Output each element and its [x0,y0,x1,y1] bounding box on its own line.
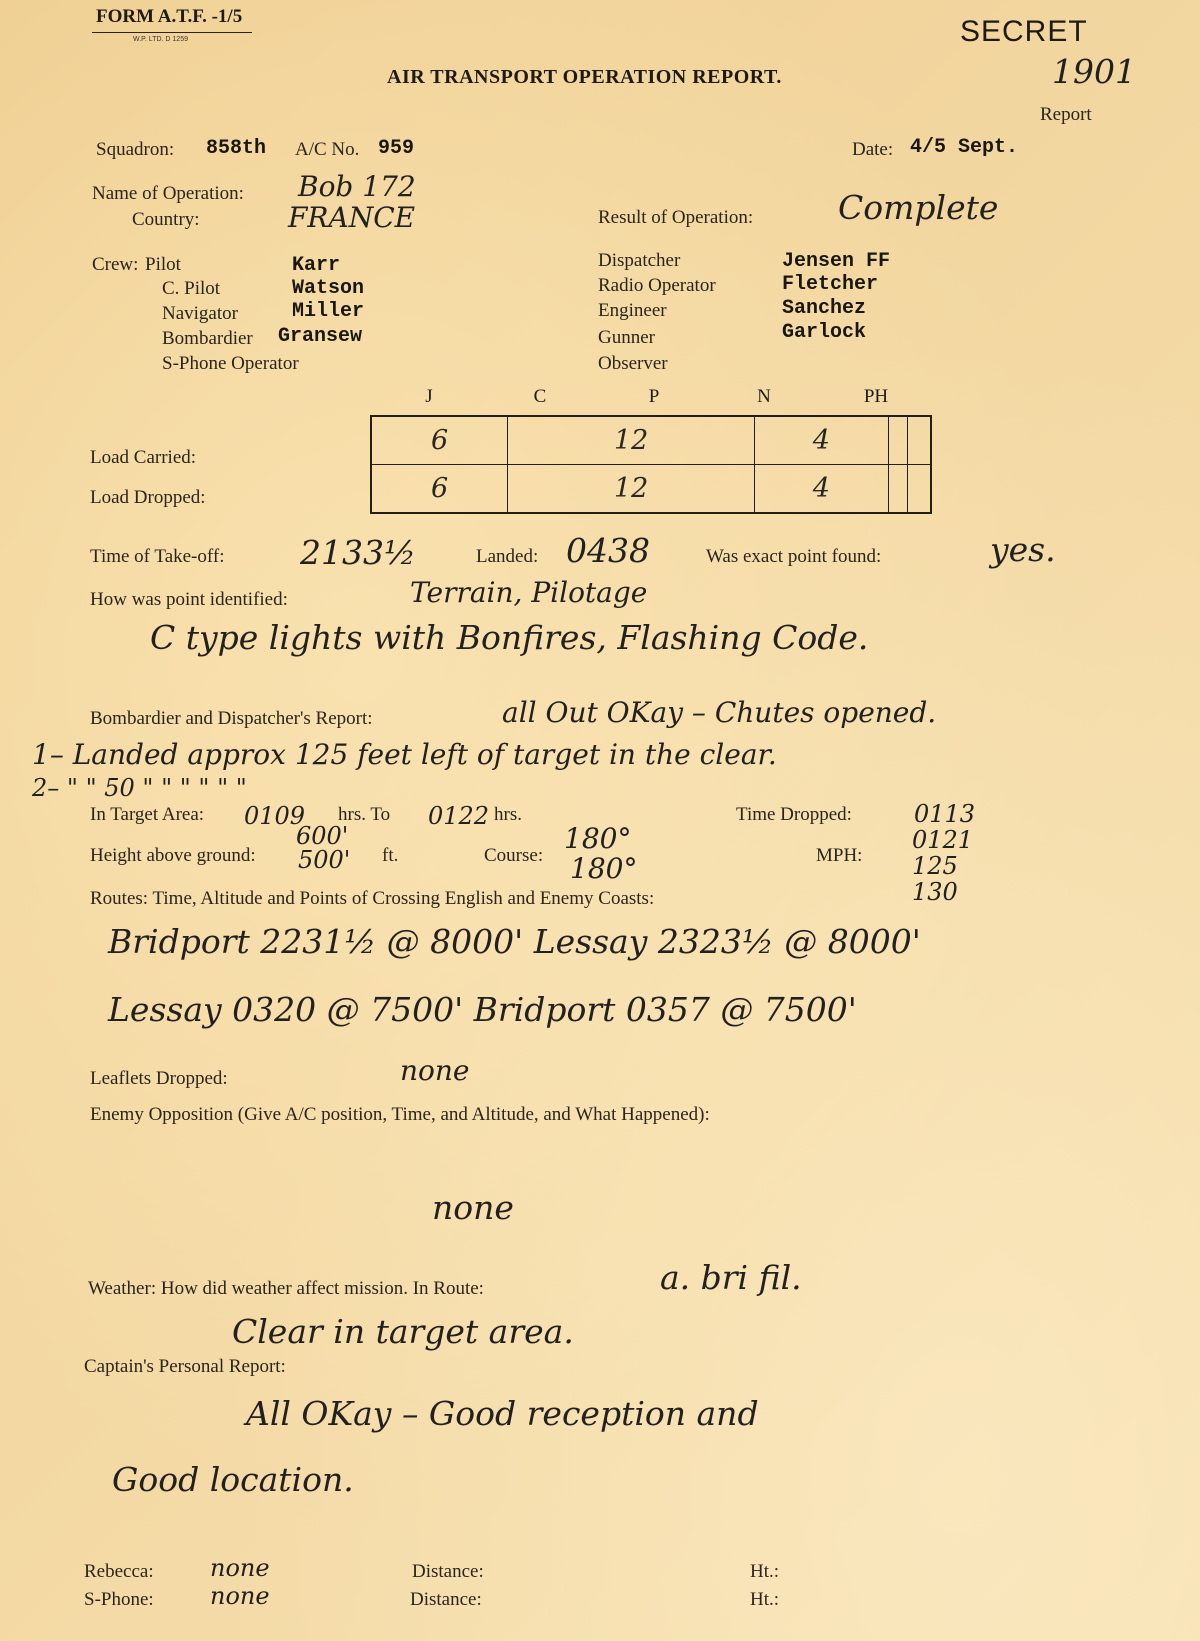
load-column-header: PH [863,386,889,407]
leaflets-label: Leaflets Dropped: [90,1068,228,1089]
load-cell: 4 [755,465,888,514]
crew-role: Navigator [162,303,238,324]
mph-value: 125 [912,852,958,880]
identified-label: How was point identified: [90,589,288,610]
captain-report-label: Captain's Personal Report: [84,1356,286,1377]
load-cell [908,416,931,465]
crew-name: Gransew [278,325,363,348]
crew-name: Watson [292,277,365,300]
load-cell: 12 [508,465,755,514]
identified-value: Terrain, Pilotage [410,576,648,609]
rebecca-value: none [210,1554,270,1582]
form-title-rule [92,32,252,33]
crew-role: Radio Operator [598,275,716,296]
dispatch-report-label: Bombardier and Dispatcher's Report: [90,708,373,729]
routes-label: Routes: Time, Altitude and Points of Crossing English and Enemy Coasts: [90,888,655,909]
crew-name: Fletcher [782,273,879,296]
load-carried-row [371,416,931,465]
opposition-label: Enemy Opposition (Give A/C position, Time, and Altitude, and What Happened): [90,1104,710,1125]
load-cell: 6 [371,465,508,514]
identified-detail: C type lights with Bonfires, Flashing Code. [150,618,869,657]
result-label: Result of Operation: [598,207,754,228]
load-cell: 4 [755,416,888,465]
dispatch-report-line: 1– Landed approx 125 feet left of target in the clear. [32,738,777,771]
operation-label: Name of Operation: [92,183,244,204]
rebecca-distance-label: Distance: [412,1561,484,1582]
result-value: Complete [838,188,999,227]
sphone-distance-label: Distance: [410,1589,482,1610]
crew-role: C. Pilot [162,278,221,299]
takeoff-label: Time of Take-off: [90,546,225,567]
height-value: 500' [298,846,351,874]
load-cell [908,465,931,514]
routes-line: Bridport 2231½ @ 8000' Lessay 2323½ @ 8000' [108,922,921,961]
operation-value: Bob 172 [298,170,416,203]
leaflets-value: none [400,1054,470,1087]
country-label: Country: [132,209,200,230]
time-dropped-value: 0121 [912,826,974,854]
target-area-from: 0109 [244,802,306,830]
weather-label: Weather: How did weather affect mission. In Route: [88,1278,484,1299]
load-cell [888,465,908,514]
crew-role: Pilot [145,254,181,275]
load-cell: 6 [371,416,508,465]
crew-name: Sanchez [782,297,867,320]
takeoff-value: 2133½ [300,533,416,572]
crew-role: Bombardier [162,328,253,349]
dispatch-report-line: all Out OKay – Chutes opened. [502,696,937,729]
report-number: 1901 [1052,52,1136,91]
country-value: FRANCE [288,201,416,234]
landed-label: Landed: [476,546,539,567]
time-dropped-value: 0113 [914,800,976,828]
ac-label: A/C No. [295,139,360,160]
landed-value: 0438 [566,531,650,570]
captain-report-line: Good location. [112,1460,354,1499]
crew-role: Engineer [598,300,667,321]
mph-label: MPH: [816,845,863,866]
crew-role: Gunner [598,327,655,348]
rebecca-label: Rebecca: [84,1561,154,1582]
form-subtitle: W.P. LTD. D 1259 [133,36,188,43]
load-dropped-row [371,465,931,514]
mph-value: 130 [912,878,958,906]
load-cell: 12 [508,416,755,465]
load-column-header: C [533,386,547,407]
crew-label: Crew: [92,254,139,275]
captain-report-line: All OKay – Good reception and [246,1394,759,1433]
date-value: 4/5 Sept. [910,136,1019,159]
target-area-to: 0122 [428,802,490,830]
page-title: AIR TRANSPORT OPERATION REPORT. [387,66,782,88]
load-dropped-label: Load Dropped: [90,487,206,508]
exact-point-value: yes. [990,530,1056,569]
crew-role: Dispatcher [598,250,681,271]
sphone-value: none [210,1582,270,1610]
crew-name: Karr [292,254,341,277]
load-column-header: J [425,386,433,407]
course-value: 180° [570,852,638,885]
crew-role: Observer [598,353,668,374]
report-label: Report [1040,104,1092,125]
target-area-to-label: hrs. To [338,804,391,825]
form-title: FORM A.T.F. -1/5 [96,6,243,27]
sphone-height-label: Ht.: [750,1589,780,1610]
height-label: Height above ground: [90,845,256,866]
load-table [370,415,932,514]
crew-name: Jensen FF [782,250,891,273]
target-area-hrs-label: hrs. [494,804,522,825]
load-cell [888,416,908,465]
course-value: 180° [564,822,632,855]
rebecca-height-label: Ht.: [750,1561,780,1582]
routes-line: Lessay 0320 @ 7500' Bridport 0357 @ 7500' [108,990,857,1029]
load-column-header: P [648,386,660,407]
weather-target-value: Clear in target area. [232,1312,574,1351]
squadron-label: Squadron: [96,139,175,160]
date-label: Date: [852,139,894,160]
classification-stamp: SECRET [960,15,1088,48]
time-dropped-label: Time Dropped: [736,804,852,825]
load-column-header: N [757,386,771,407]
ac-value: 959 [378,137,415,160]
squadron-value: 858th [206,137,267,160]
target-area-label: In Target Area: [90,804,205,825]
dispatch-report-line: 2– " " 50 " " " " " " [32,774,247,802]
crew-name: Garlock [782,321,867,344]
course-label: Course: [484,845,544,866]
crew-role: S-Phone Operator [162,353,299,374]
weather-route-value: a. bri fil. [660,1258,802,1297]
height-unit-label: ft. [382,845,399,866]
load-carried-label: Load Carried: [90,447,197,468]
sphone-label: S-Phone: [84,1589,154,1610]
height-value: 600' [296,822,349,850]
crew-name: Miller [292,300,365,323]
exact-point-label: Was exact point found: [706,546,882,567]
opposition-value: none [432,1188,514,1227]
